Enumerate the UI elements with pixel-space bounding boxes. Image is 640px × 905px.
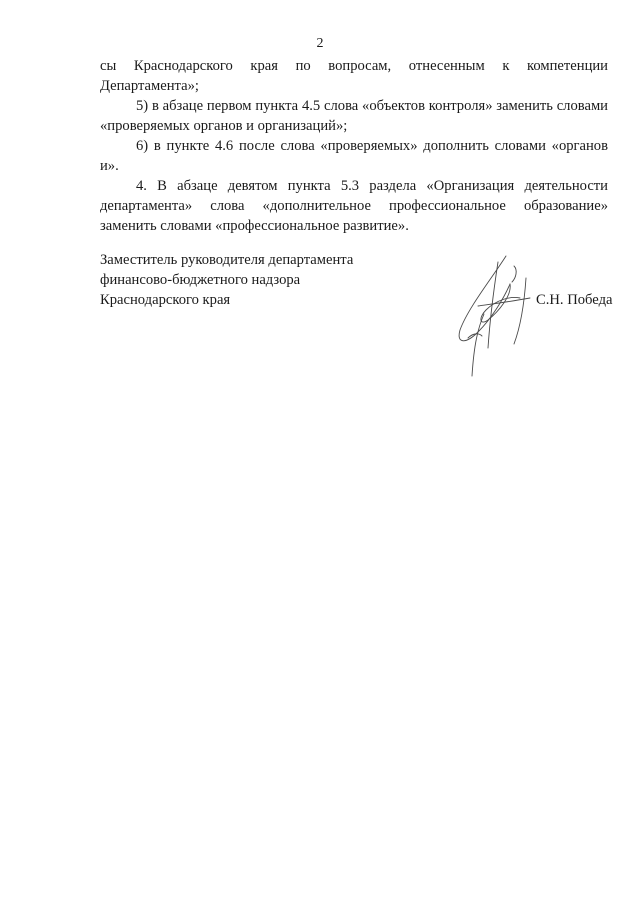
signatory-name: С.Н. Победа — [536, 292, 613, 308]
position-line-3: Краснодарского края — [100, 292, 231, 308]
position-line-2: финансово-бюджетного надзора — [100, 272, 301, 288]
page-number: 2 — [316, 36, 324, 51]
paragraph-item-6: 6) в пункте 4.6 после слова «проверяемых» дополнить словами «органов и». — [100, 138, 608, 174]
paragraph-item-5: 5) в абзаце первом пункта 4.5 слова «объектов контроля» заменить словами «проверяемых органов и организаций»; — [100, 98, 608, 134]
paragraph-continuation: сы Краснодарского края по вопросам, отнесенным к компетенции Департамента»; — [100, 58, 608, 94]
position-line-1: Заместитель руководителя департамента — [100, 252, 354, 268]
document-body — [100, 56, 608, 236]
handwritten-signature — [448, 248, 548, 388]
signatory-position — [100, 250, 353, 310]
paragraph-item-4: 4. В абзаце девятом пункта 5.3 раздела «Организация деятельности департамента» слова «дополнительное профессиональное образование» заменить словами «профессиональное развитие». — [100, 178, 608, 234]
